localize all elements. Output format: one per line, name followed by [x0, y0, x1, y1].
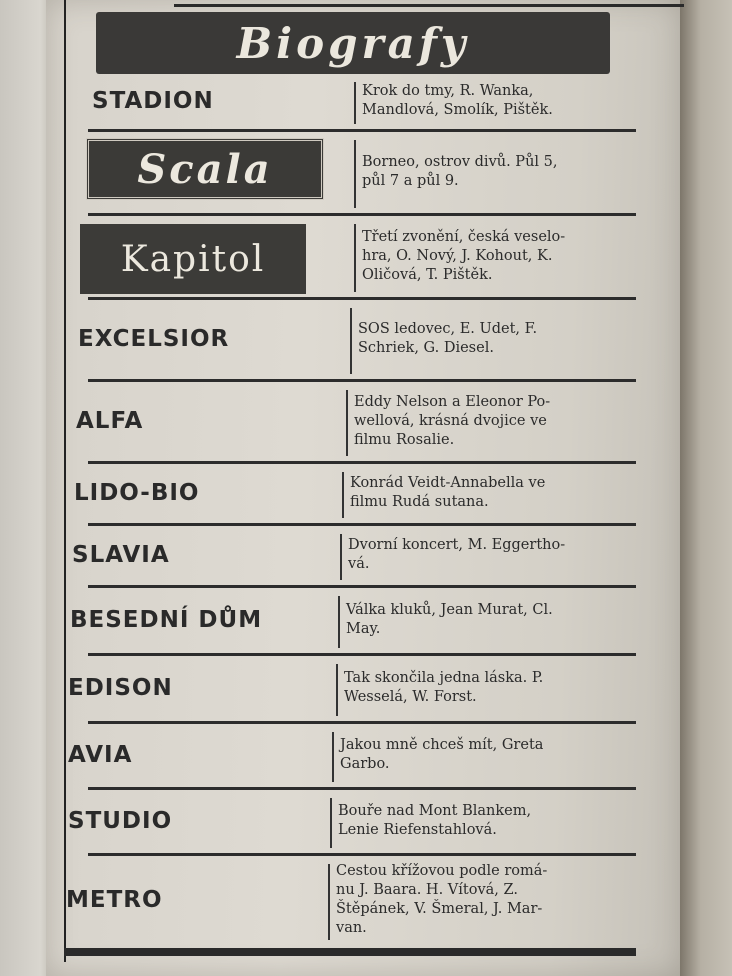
- cinema-row: [64, 216, 636, 300]
- column-divider: [346, 390, 348, 456]
- film-line: filmu Rudá sutana.: [350, 494, 489, 510]
- film-info: [344, 656, 636, 720]
- film-line: půl 7 a půl 9.: [362, 173, 459, 189]
- column-divider: [332, 732, 334, 782]
- cinema-row: [64, 74, 636, 132]
- kapitol-logo: [80, 224, 306, 294]
- cinema-name: ALFA: [76, 408, 144, 434]
- film-line: Eddy Nelson a Eleonor Po-: [354, 393, 551, 410]
- column-divider: [338, 596, 340, 648]
- film-line: Garbo.: [340, 756, 390, 772]
- film-line: Schriek, G. Diesel.: [358, 340, 494, 356]
- cinema-listing: [64, 0, 636, 976]
- header-banner: [96, 12, 610, 74]
- cinema-row: [64, 382, 636, 464]
- film-line: van.: [336, 920, 367, 936]
- film-info: [362, 132, 636, 212]
- cinema-name: AVIA: [68, 742, 133, 768]
- film-info: [336, 856, 636, 944]
- column-divider: [354, 140, 356, 208]
- film-info: [362, 74, 636, 128]
- column-divider: [328, 864, 330, 940]
- cinema-name: LIDO-BIO: [74, 480, 200, 506]
- film-line: Jakou mně chceš mít, Greta: [340, 737, 544, 753]
- film-info: [362, 216, 636, 296]
- film-info: [358, 300, 636, 378]
- film-line: SOS ledovec, E. Udet, F.: [358, 321, 538, 337]
- column-divider: [330, 798, 332, 848]
- cinema-name: Scala: [137, 145, 273, 193]
- film-line: Cestou křížovou podle romá-: [336, 863, 548, 879]
- cinema-row: [64, 724, 636, 790]
- film-line: Lenie Riefenstahlová.: [338, 822, 497, 838]
- film-line: Dvorní koncert, M. Eggertho-: [348, 537, 566, 553]
- cinema-row: [64, 790, 636, 856]
- column-divider: [354, 224, 356, 292]
- column-divider: [336, 664, 338, 716]
- film-info: [348, 526, 636, 584]
- cinema-name: Kapitol: [120, 238, 266, 280]
- cinema-name: BESEDNÍ DŮM: [70, 607, 263, 633]
- top-rule: [174, 4, 684, 7]
- cinema-name: STADION: [92, 88, 214, 114]
- cinema-name: SLAVIA: [72, 542, 170, 568]
- film-line: Borneo, ostrov divů. Půl 5,: [362, 154, 558, 170]
- film-line: Krok do tmy, R. Wanka,: [362, 83, 534, 99]
- film-line: Konrád Veidt-Annabella ve: [350, 475, 546, 491]
- film-line: Mandlová, Smolík, Pištěk.: [362, 102, 553, 118]
- film-line: nu J. Baara. H. Vítová, Z.: [336, 882, 518, 898]
- film-line: Štěpánek, V. Šmeral, J. Mar-: [336, 901, 543, 917]
- header-title: Biografy: [236, 18, 470, 68]
- column-divider: [350, 308, 352, 374]
- film-line: Tak skončila jedna láska. P.: [344, 670, 544, 686]
- column-divider: [342, 472, 344, 518]
- cinema-row: [64, 464, 636, 526]
- film-info: [354, 382, 636, 460]
- cinema-row: [64, 300, 636, 382]
- cinema-name: METRO: [66, 887, 163, 913]
- film-line: filmu Rosalie.: [354, 431, 455, 448]
- cinema-name: EDISON: [68, 675, 173, 701]
- right-page-edge: [680, 0, 732, 976]
- film-info: [350, 464, 636, 522]
- film-line: Válka kluků, Jean Murat, Cl.: [346, 602, 553, 618]
- cinema-row: [64, 132, 636, 216]
- cinema-row: [64, 526, 636, 588]
- cinema-name: STUDIO: [68, 808, 173, 834]
- film-line: Wesselá, W. Forst.: [344, 689, 477, 705]
- film-info: [346, 588, 636, 652]
- film-line: Oličová, T. Pištěk.: [362, 266, 493, 283]
- cinema-row: [64, 856, 636, 948]
- film-line: vá.: [348, 556, 370, 572]
- film-line: May.: [346, 621, 381, 637]
- film-line: Třetí zvonění, česká veselo-: [362, 228, 566, 245]
- column-divider: [354, 82, 356, 124]
- film-info: [340, 724, 636, 786]
- cinema-row: [64, 656, 636, 724]
- cinema-name: EXCELSIOR: [78, 326, 230, 352]
- scala-logo: [86, 138, 324, 200]
- film-line: hra, O. Nový, J. Kohout, K.: [362, 247, 553, 264]
- column-divider: [340, 534, 342, 580]
- film-line: wellová, krásná dvojice ve: [354, 412, 547, 429]
- film-line: Bouře nad Mont Blankem,: [338, 803, 532, 819]
- bottom-rule: [64, 948, 636, 956]
- film-info: [338, 790, 636, 852]
- cinema-row: [64, 588, 636, 656]
